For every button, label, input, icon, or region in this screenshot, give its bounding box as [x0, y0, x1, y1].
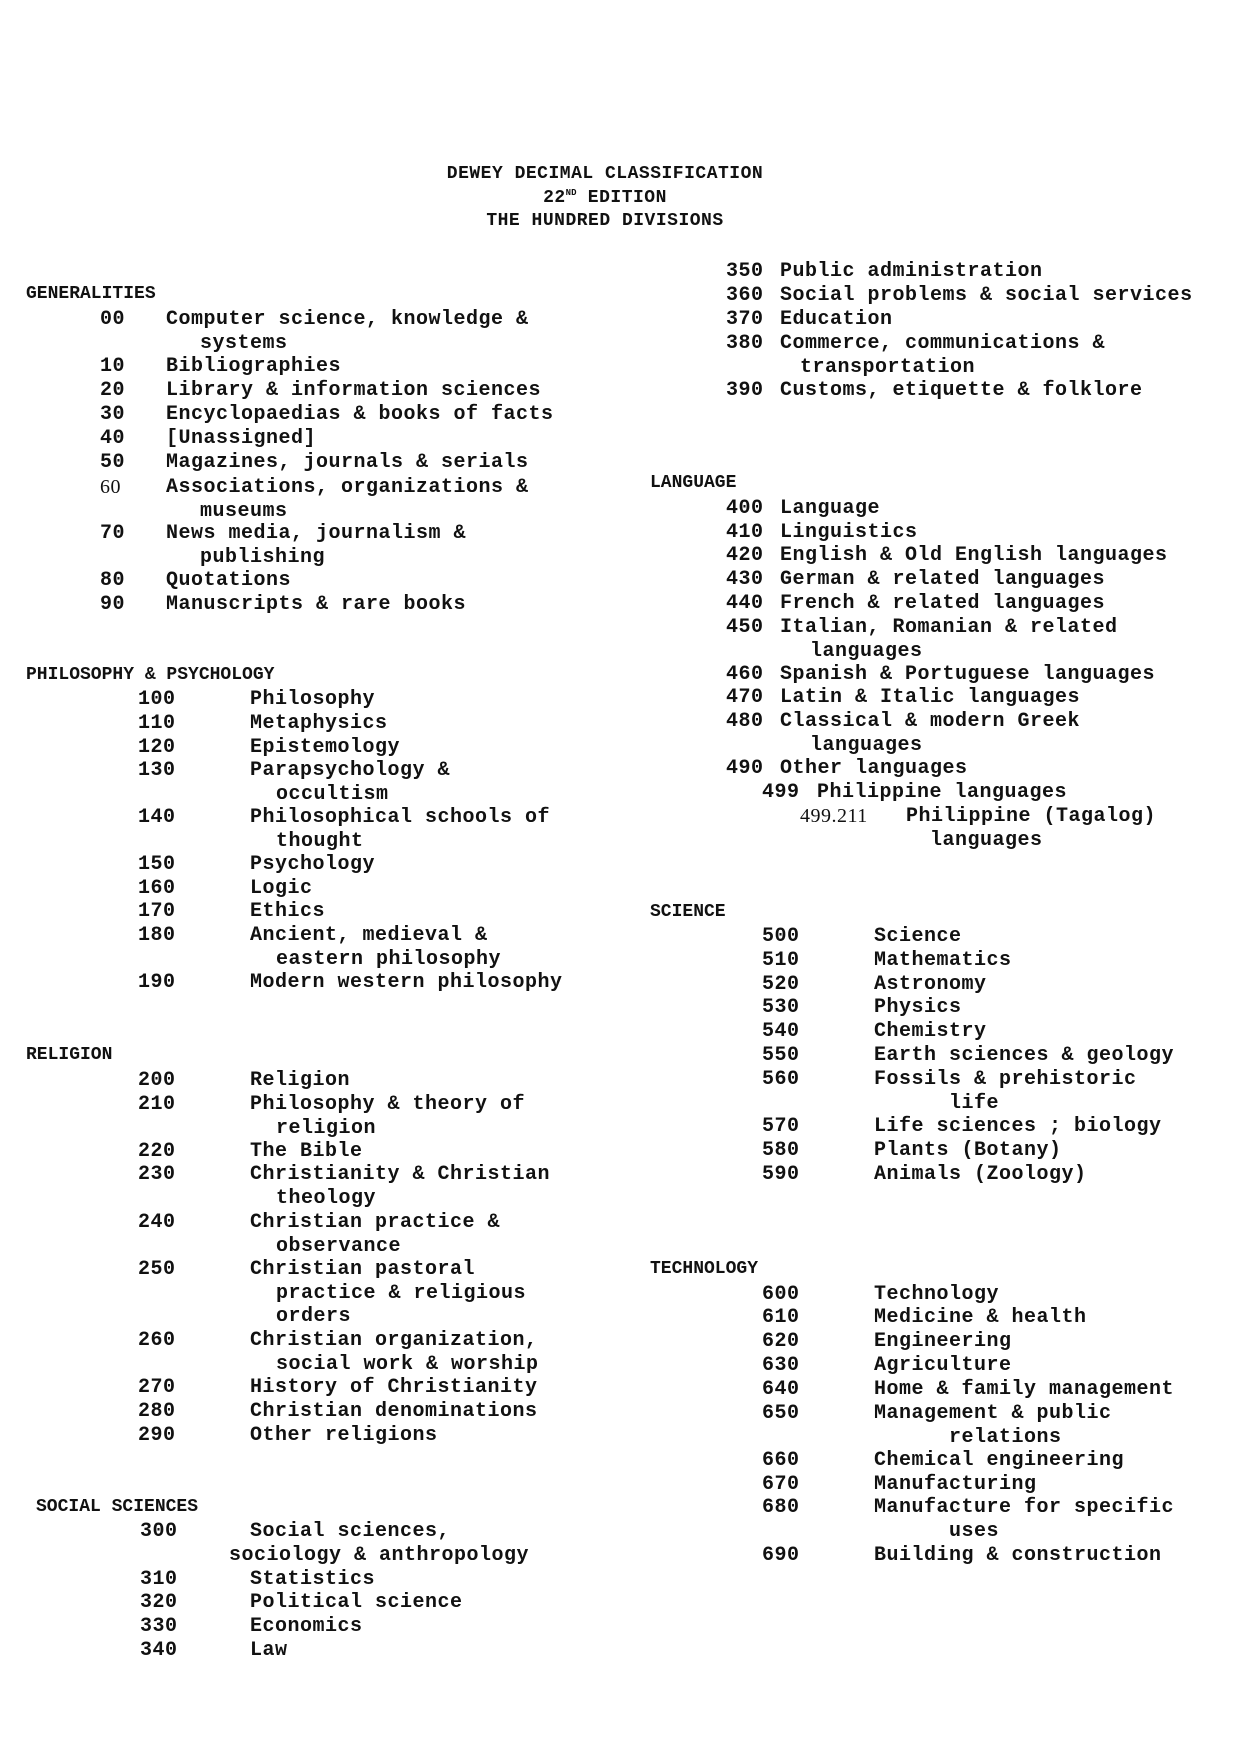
entry-label: Religion [250, 1069, 351, 1092]
entry-number: 90 [100, 593, 126, 616]
entry-number: 640 [762, 1378, 800, 1401]
edition-line [0, 188, 1210, 208]
page-title: DEWEY DECIMAL CLASSIFICATION [446, 164, 764, 184]
entry-label: Language [780, 497, 881, 520]
entry-label: Social problems & social services [780, 284, 1193, 307]
entry-label-continued: transportation [800, 355, 976, 379]
entry-number: 470 [726, 686, 764, 709]
entry-number: 390 [726, 379, 764, 402]
entry-number: 520 [762, 973, 800, 996]
entry-label-continued: sociology & anthropology [229, 1543, 530, 1567]
entry-number: 680 [762, 1496, 800, 1519]
entry-label: Customs, etiquette & folklore [780, 379, 1143, 402]
entry-label-continued: occultism [276, 782, 389, 806]
entry-number: 120 [138, 736, 176, 759]
entry-number: 190 [138, 971, 176, 994]
entry-label: Christian practice & [250, 1211, 501, 1234]
entry-label: Christian denominations [250, 1400, 538, 1423]
edition-word: EDITION [587, 188, 667, 208]
entry-label-continued: theology [276, 1186, 377, 1210]
entry-label-continued: uses [949, 1519, 1000, 1543]
entry-number: 630 [762, 1354, 800, 1377]
entry-number: 450 [726, 616, 764, 639]
entry-number: 620 [762, 1330, 800, 1353]
entry-label: Physics [874, 996, 962, 1019]
entry-label: Philosophy [250, 688, 376, 711]
heading-religion: RELIGION [26, 1045, 113, 1065]
entry-number: 410 [726, 521, 764, 544]
entry-label: French & related languages [780, 592, 1106, 615]
entry-label-continued: museums [200, 499, 288, 523]
entry-label: Agriculture [874, 1354, 1012, 1377]
entry-number: 460 [726, 663, 764, 686]
entry-label: [Unassigned] [166, 427, 317, 450]
heading-philosophy: PHILOSOPHY & PSYCHOLOGY [26, 665, 275, 685]
entry-number: 499.211 [800, 805, 868, 827]
entry-label: Medicine & health [874, 1306, 1087, 1329]
entry-label: Epistemology [250, 736, 401, 759]
edition-number: 22 [543, 188, 566, 208]
heading-generalities: GENERALITIES [26, 284, 156, 304]
entry-label: Library & information sciences [166, 379, 542, 402]
entry-label: Chemistry [874, 1020, 987, 1043]
entry-label: The Bible [250, 1140, 363, 1163]
entry-number: 110 [138, 712, 176, 735]
page-subtitle: THE HUNDRED DIVISIONS [486, 211, 724, 231]
entry-number: 340 [140, 1639, 178, 1662]
entry-number: 400 [726, 497, 764, 520]
entry-label: Christianity & Christian [250, 1163, 551, 1186]
heading-technology: TECHNOLOGY [650, 1259, 759, 1279]
entry-label-continued: social work & worship [276, 1352, 539, 1376]
entry-label: Metaphysics [250, 712, 388, 735]
entry-number: 490 [726, 757, 764, 780]
entry-label: Science [874, 925, 962, 948]
entry-label: English & Old English languages [780, 544, 1168, 567]
entry-number: 420 [726, 544, 764, 567]
entry-number: 580 [762, 1139, 800, 1162]
entry-number: 690 [762, 1544, 800, 1567]
entry-label: Associations, organizations & [166, 476, 529, 499]
entry-label: Public administration [780, 260, 1043, 283]
entry-number: 360 [726, 284, 764, 307]
entry-label: Bibliographies [166, 355, 342, 378]
entry-number: 330 [140, 1615, 178, 1638]
entry-number: 350 [726, 260, 764, 283]
entry-label-continued: languages [810, 639, 923, 663]
entry-number: 290 [138, 1424, 176, 1447]
entry-number: 210 [138, 1093, 176, 1116]
entry-number: 100 [138, 688, 176, 711]
entry-number: 270 [138, 1376, 176, 1399]
entry-number: 230 [138, 1163, 176, 1186]
entry-label: News media, journalism & [166, 522, 467, 545]
entry-label: Magazines, journals & serials [166, 451, 529, 474]
entry-label: Chemical engineering [874, 1449, 1125, 1472]
entry-label-continued: eastern philosophy [276, 947, 502, 971]
entry-label: Philosophy & theory of [250, 1093, 526, 1116]
entry-label: Statistics [250, 1568, 376, 1591]
entry-label-continued: languages [930, 828, 1043, 852]
entry-number: 170 [138, 900, 176, 923]
entry-number: 200 [138, 1069, 176, 1092]
entry-label-continued: thought [276, 829, 364, 853]
entry-number: 600 [762, 1283, 800, 1306]
heading-science: SCIENCE [650, 902, 726, 922]
entry-label: Spanish & Portuguese languages [780, 663, 1156, 686]
entry-label-continued: life [949, 1091, 1000, 1115]
entry-number: 440 [726, 592, 764, 615]
entry-number: 40 [100, 427, 126, 450]
entry-number: 240 [138, 1211, 176, 1234]
entry-label-continued: relations [949, 1425, 1062, 1449]
entry-number: 280 [138, 1400, 176, 1423]
entry-label: Other languages [780, 757, 968, 780]
entry-label: Plants (Botany) [874, 1139, 1062, 1162]
entry-number: 140 [138, 806, 176, 829]
entry-number: 260 [138, 1329, 176, 1352]
entry-label: Classical & modern Greek [780, 710, 1081, 733]
entry-number: 80 [100, 569, 126, 592]
entry-number: 530 [762, 996, 800, 1019]
entry-number: 500 [762, 925, 800, 948]
entry-label: Italian, Romanian & related [780, 616, 1118, 639]
entry-label: Political science [250, 1591, 463, 1614]
entry-label: Earth sciences & geology [874, 1044, 1175, 1067]
entry-number: 250 [138, 1258, 176, 1281]
entry-label: German & related languages [780, 568, 1106, 591]
entry-label: Technology [874, 1283, 1000, 1306]
entry-label: Logic [250, 877, 313, 900]
entry-label-continued: observance [276, 1234, 402, 1258]
entry-number: 320 [140, 1591, 178, 1614]
entry-label: Linguistics [780, 521, 918, 544]
entry-number: 70 [100, 522, 126, 545]
entry-number: 310 [140, 1568, 178, 1591]
entry-number: 300 [140, 1520, 178, 1543]
entry-label: Animals (Zoology) [874, 1163, 1087, 1186]
entry-number: 560 [762, 1068, 800, 1091]
entry-label-continued: publishing [200, 545, 326, 569]
entry-number: 670 [762, 1473, 800, 1496]
entry-number: 150 [138, 853, 176, 876]
entry-label: Law [250, 1639, 288, 1662]
heading-social-sciences: SOCIAL SCIENCES [36, 1497, 199, 1517]
entry-label: Building & construction [874, 1544, 1162, 1567]
entry-number: 380 [726, 332, 764, 355]
entry-number: 660 [762, 1449, 800, 1472]
entry-label-continued: religion [276, 1116, 377, 1140]
entry-label: Economics [250, 1615, 363, 1638]
entry-label: Life sciences ; biology [874, 1115, 1162, 1138]
entry-label: Manuscripts & rare books [166, 593, 467, 616]
entry-number: 610 [762, 1306, 800, 1329]
entry-number: 430 [726, 568, 764, 591]
entry-label: Management & public [874, 1402, 1112, 1425]
entry-number: 499 [762, 781, 800, 804]
entry-number: 370 [726, 308, 764, 331]
entry-number: 160 [138, 877, 176, 900]
entry-number: 130 [138, 759, 176, 782]
entry-label: Other religions [250, 1424, 438, 1447]
entry-label: Social sciences, [250, 1520, 451, 1543]
entry-number: 50 [100, 451, 126, 474]
entry-label: Education [780, 308, 893, 331]
edition-suffix: ND [565, 188, 577, 198]
entry-number: 570 [762, 1115, 800, 1138]
entry-label: Home & family management [874, 1378, 1175, 1401]
entry-number: 650 [762, 1402, 800, 1425]
entry-label: Ethics [250, 900, 326, 923]
entry-label: Latin & Italic languages [780, 686, 1081, 709]
entry-number: 540 [762, 1020, 800, 1043]
entry-label: Philippine languages [817, 781, 1068, 804]
entry-number: 10 [100, 355, 126, 378]
entry-label: Encyclopaedias & books of facts [166, 403, 554, 426]
entry-label: Modern western philosophy [250, 971, 563, 994]
entry-label: Engineering [874, 1330, 1012, 1353]
entry-number: 180 [138, 924, 176, 947]
entry-number: 550 [762, 1044, 800, 1067]
entry-label: Philosophical schools of [250, 806, 551, 829]
entry-label-continued: languages [810, 733, 923, 757]
entry-number: 590 [762, 1163, 800, 1186]
entry-label: Mathematics [874, 949, 1012, 972]
entry-label: Psychology [250, 853, 376, 876]
entry-label-continued: systems [200, 331, 288, 355]
entry-label: Commerce, communications & [780, 332, 1106, 355]
entry-number: 60 [100, 476, 121, 498]
entry-label-continued: practice & religious [276, 1281, 527, 1305]
entry-number: 00 [100, 308, 126, 331]
entry-label: Quotations [166, 569, 292, 592]
entry-label-continued-2: orders [276, 1305, 352, 1329]
entry-label: Christian organization, [250, 1329, 538, 1352]
entry-number: 480 [726, 710, 764, 733]
entry-label: Manufacturing [874, 1473, 1037, 1496]
entry-number: 20 [100, 379, 126, 402]
entry-label: Parapsychology & [250, 759, 451, 782]
heading-language: LANGUAGE [650, 473, 737, 493]
entry-number: 220 [138, 1140, 176, 1163]
entry-number: 30 [100, 403, 126, 426]
entry-label: Computer science, knowledge & [166, 308, 529, 331]
entry-label: Astronomy [874, 973, 987, 996]
entry-label: Christian pastoral [250, 1258, 476, 1281]
entry-label: Ancient, medieval & [250, 924, 488, 947]
entry-label: Philippine (Tagalog) [906, 805, 1157, 828]
entry-number: 510 [762, 949, 800, 972]
entry-label: History of Christianity [250, 1376, 538, 1399]
entry-label: Manufacture for specific [874, 1496, 1175, 1519]
entry-label: Fossils & prehistoric [874, 1068, 1137, 1091]
